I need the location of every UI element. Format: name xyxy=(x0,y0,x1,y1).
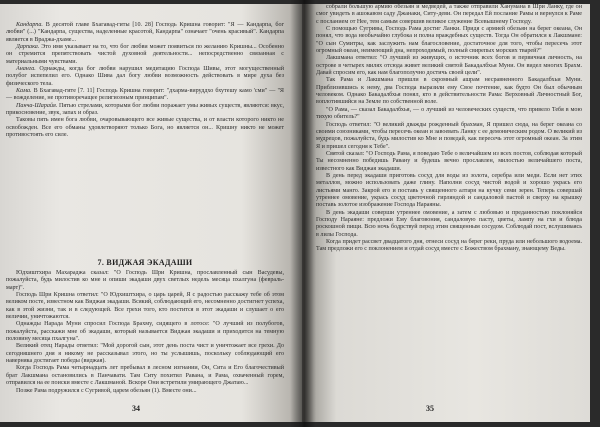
paragraph-text: Это имя указывает на то, что бог любви может появиться по желанию Кришны... Особенно он стремится препятствовать чистой духовной деятельности... непосредственно связанная с материальными чувствами. xyxy=(6,44,284,65)
paragraph-text: Таковы пять имен бога любви, очаровывающего все живые существа, и от власти которого никто не освобожден. Все его обманы удовлетворяют только Бога, но является он... Кришну никто не может противостоять его силе. xyxy=(6,117,284,139)
term: Дарпака. xyxy=(16,44,40,51)
paragraph xyxy=(6,388,284,395)
paragraph-text: Юдхиштхира Махараджа сказал: "О Господь Шри Кришна, прославленный сын Васудевы, пожалуйста, будь милостив ко мне и опиши экадаши двух светлых недель месяца пхалгуна (февраль-март)". xyxy=(6,270,284,291)
paragraph-text: собрали большую армию обезьян и медведей, а также отправили Ханумана в Шри Ланку, где он смог увидеть в ашокавом саду Джанаки, Ситу-деви. Он передал Ей послание Рамы и вернулся к Раме с посланием от Нее, тем самым совершив великое служение Всевышнему Господу. xyxy=(316,4,582,25)
right-page xyxy=(302,4,590,422)
paragraph xyxy=(6,270,284,292)
paragraph-text: В Бхагавад-гите [7. 11] Господь Кришна говорит: "дхарма-вируддхо бхутешу камо 'сми" — "Я — вожделение, не противоречащее религиозным принципам". xyxy=(6,88,284,102)
paragraph-text: В десятой главе Бхагавад-гиты [10. 28] Господь Кришна говорит: "Я — Кандарпа, бог любви" (...) "Кандарпа, существа, наделенные красотой, Кандарпа" означает "очень красивый". Кандарпа является в Враджа-дхаме... xyxy=(6,22,284,43)
paragraph xyxy=(6,66,284,88)
page-number: 35 xyxy=(426,404,434,413)
paragraph-text: Так Рама и Лакшмана пришли в скромный ашрам несравненного Бакадалбхьи Муни. Приблизившись к нему, два Господа выразили ему Свое почтение, как будто Он был обычным человеком. Однако Бакадалбхья понял, кто в действительности Рама: Верховный Личностный Бог, воплотившийся на Земле по собственной воле. xyxy=(316,77,582,106)
left-page xyxy=(0,4,302,422)
paragraph-text: Однажды, когда бог любви нарушил медитацию Господа Шивы, этот могущественный полубог испепелил его. Однако Шива дал богу любви возможность действовать в мире духа без физического тела. xyxy=(6,66,284,87)
paragraph-text: Однажды Нарада Муни спросил Господа Брахму, сидящего в лотосе: "О лучший из полубогов, пожалуйста, расскажи мне об экадаши, который называется Виджая экадаши и приходится на темную половину месяца пхалгуна". xyxy=(6,321,284,343)
paragraph xyxy=(6,117,284,139)
paragraph xyxy=(6,343,284,365)
paragraph-text: Когда придет рассвет двадцатого дня, отнеси сосуд на берег реки, пруда или небольшого водоема. Там предложи его с поклонением и отдай сосуд вместе с Божеством брахману, знающему Веды. xyxy=(316,239,582,253)
paragraph xyxy=(316,77,582,106)
paragraph xyxy=(316,26,582,55)
paragraph xyxy=(316,173,582,210)
paragraph xyxy=(6,103,284,118)
paragraph xyxy=(316,239,582,254)
paragraph xyxy=(316,107,582,122)
paragraph-text: Позже Рама подружился с Сугривой, царем обезьян (1). Вместе они... xyxy=(16,387,197,394)
paragraph xyxy=(6,292,284,321)
paragraph-text: Господь Шри Кришна ответил: "О Юдхиштхира, о царь царей, Я с радостью расскажу тебе об этом великом посте, известном как Виджая экадаши. Всякий, соблюдающий его, несомненно достигнет успеха, как в этой жизни, так и в следующей. Все грехи того, кто постится в этот экадаши и слушает о его величии, уничтожаются. xyxy=(6,292,284,321)
paragraph xyxy=(6,321,284,343)
paragraph-text: В день перед экадаши приготовь сосуд для воды из золота, серебра или меди. Если нет этих металлов, можно использовать даже глину. Наполни сосуд чистой водой и хорошо укрась его листьями манго. Закрой его и поставь у священного алтаря на кучку семи зерен. Теперь совершай утреннее омовение, укрась сосуд цветочной гирляндой и сандаловой пастой и сверху на крышку поставь золотое изображение Господа Нараяны. xyxy=(316,172,582,209)
paragraph xyxy=(316,4,582,26)
chapter-title: 7. ВИДЖАЯ ЭКАДАШИ xyxy=(97,258,193,267)
paragraph-text: Святой сказал: "О Господь Рама, я поведаю Тебе о величайшем из всех постов, соблюдая который Ты несомненно победишь Равану и будешь вечно прославлен, милостью величайшего поста, известного как Виджая экадаши. xyxy=(316,150,582,172)
term: Кама. xyxy=(16,88,32,95)
paragraph-text: С помощью Сугривы, Господь Рама достиг Ланки. Придя с армией обезьян на берег океана, Он понял, что вода необычайно глубока и полна враждебных существ. Тогда Он обратился к Лакшмане: "О сын Сумитры, как заслужить нам благословение, достаточное для того, чтобы пересечь этот огромный океан, неимеющий дна, непроходимый, полный свирепых морских тварей?" xyxy=(316,26,582,55)
paragraph xyxy=(316,55,582,77)
paragraph-text: Великий отец Нарады ответил: "Мой дорогой сын, этот день поста чист и уничтожает все грехи. До сегодняшнего дня я никому не рассказывал этого, но ты услышишь, поскольку соблюдающий его наверняка достигает победы (виджая). xyxy=(6,343,284,365)
term: Кандарпа. xyxy=(16,22,43,28)
paragraph xyxy=(316,210,582,239)
paragraph xyxy=(6,44,284,66)
paragraph-text: Пятью стрелами, которыми бог любви поражает умы живых существ, являются: вкус, прикосновение, звук, запах и образ. xyxy=(6,102,284,117)
paragraph xyxy=(6,22,284,44)
paragraph xyxy=(6,365,284,387)
term: Панча-Шарайя. xyxy=(16,102,58,109)
page-number: 34 xyxy=(132,404,140,413)
paragraph-text: Когда Господь Рама четырнадцать лет пребывал в лесном изгнании, Он, Сита и Его благочестивый брат Лакшмана остановились в Панчавати. Там Ситу похитил Равана, и Рама, охваченный горем, отправился на ее поиски вместе с Лакшманой. Вскоре Они встретили умирающего Джатаю... xyxy=(6,365,284,387)
paragraph-text: Господь ответил: "О великий дважды рожденный брахман, Я пришел сюда, на берег океана со своими союзниками, чтобы пересечь океан и завоевать Ланку с ее демоническим родом. О великий из мудрецов, пожалуйста, будь милостив ко Мне и поведай, как пересечь этот огромный океан. За этим Я и пришел сегодня к Тебе". xyxy=(316,121,582,150)
paragraph-text: Лакшмана ответил: "О лучший из живущих, о источник всех богов и первичная личность, на острове в четырех милях отсюда живет великий святой Бакадалбхья Муни. Он видел многих Брахм. Давай спросим его, как нам благополучно достичь своей цели". xyxy=(316,55,582,77)
term: Ананга. xyxy=(16,66,36,73)
left-text-top xyxy=(6,22,284,140)
paragraph-text: "О Рама, — сказал Бакадалбхья, — о лучший из человеческих существ, что привело Тебя в мою тихую обитель?" xyxy=(316,106,582,121)
right-text xyxy=(316,4,582,254)
paragraph xyxy=(316,151,582,173)
left-text-bottom xyxy=(6,270,284,395)
paragraph xyxy=(316,122,582,151)
paragraph-text: В день экадаши соверши утреннее омовение, а затем с любовью и преданностью поклоняйся Господу Нараяне: предложи Ему благовония, сандаловую пасту, цветы, лампу на гхи и блюда роскошной пищи. Всю ночь бодрствуй перед этим священным сосудом. Соблюдай пост, вслушиваясь в лилы Господа. xyxy=(316,209,582,238)
paragraph xyxy=(6,88,284,103)
